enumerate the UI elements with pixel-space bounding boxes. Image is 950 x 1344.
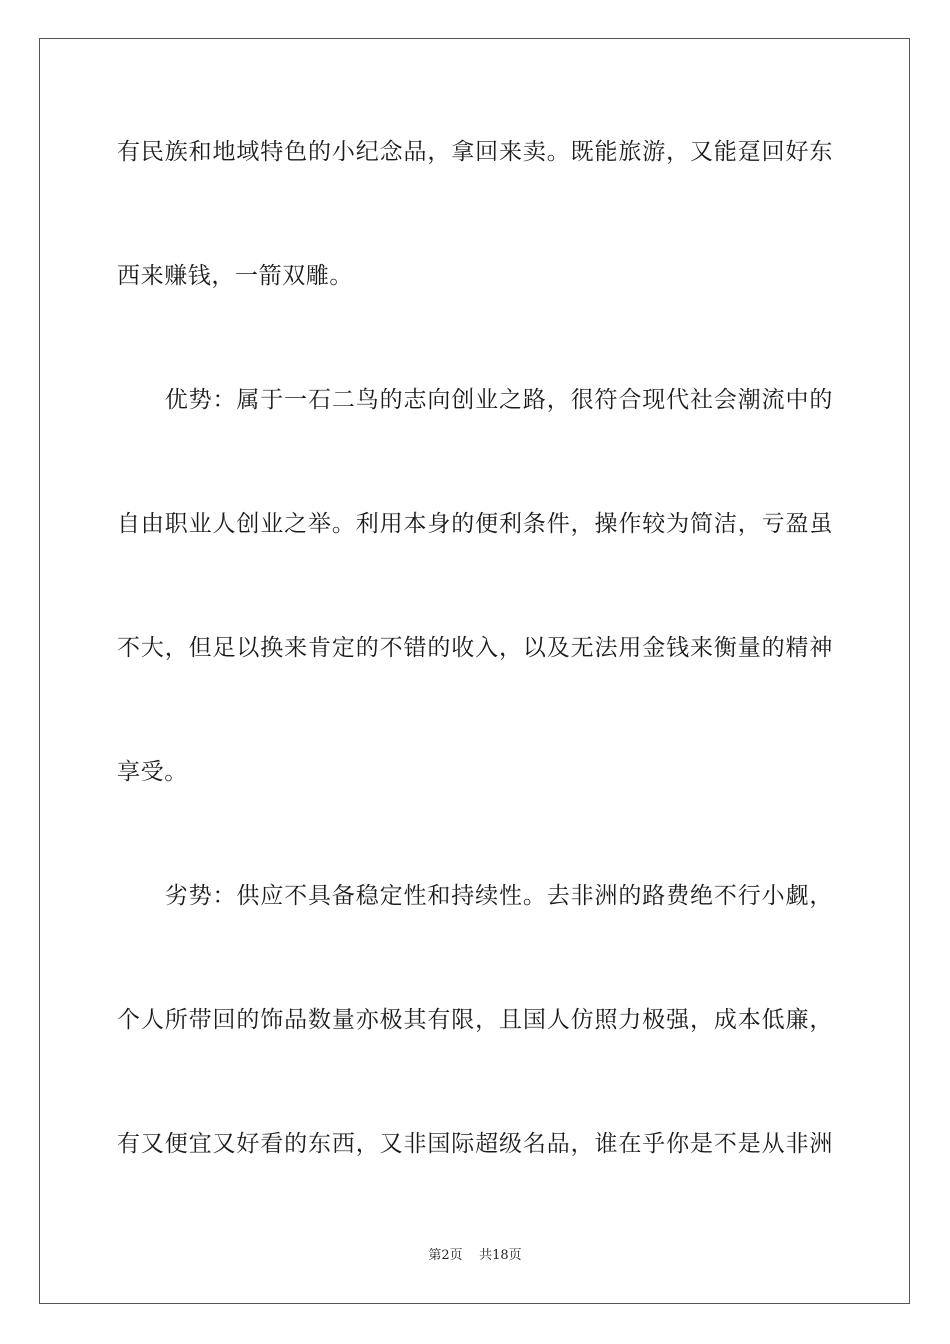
text-line: 有又便宜又好看的东西，又非国际超级名品，谁在乎你是不是从非洲 xyxy=(117,1131,833,1157)
text-line: 个人所带回的饰品数量亦极其有限，且国人仿照力极强，成本低廉， xyxy=(117,1007,833,1033)
text-line: 享受。 xyxy=(117,759,188,785)
page-footer xyxy=(0,1247,950,1265)
page-total: 共18页 xyxy=(479,1248,522,1263)
page-frame xyxy=(39,38,910,1304)
text-line: 不大，但足以换来肯定的不错的收入，以及无法用金钱来衡量的精神 xyxy=(117,635,833,661)
page-number: 第2页 xyxy=(428,1248,463,1263)
text-line: 劣势：供应不具备稳定性和持续性。去非洲的路费绝不行小觑， xyxy=(117,883,833,909)
text-line: 优势：属于一石二鸟的志向创业之路，很符合现代社会潮流中的 xyxy=(117,387,833,413)
text-line: 有民族和地域特色的小纪念品，拿回来卖。既能旅游，又能趸回好东 xyxy=(117,139,833,165)
text-line: 西来赚钱，一箭双雕。 xyxy=(117,263,353,289)
text-line: 自由职业人创业之举。利用本身的便利条件，操作较为简洁，亏盈虽 xyxy=(117,511,833,537)
